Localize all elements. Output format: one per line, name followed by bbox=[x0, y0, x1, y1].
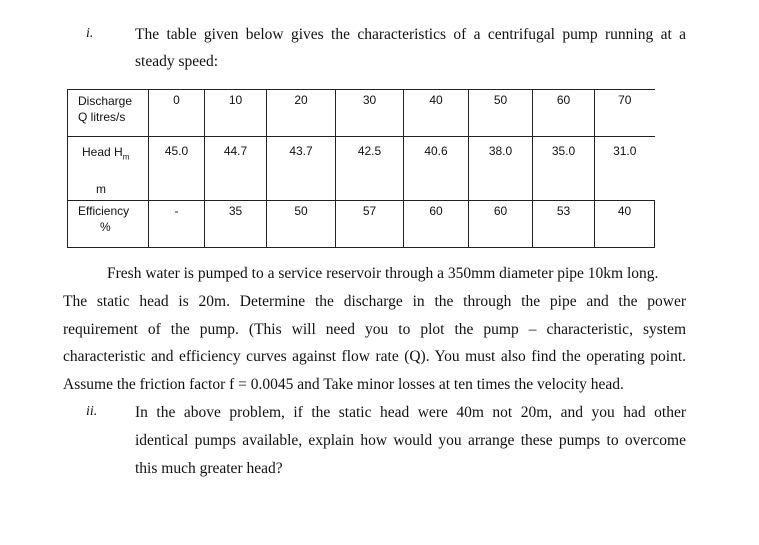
table-cell: 53 bbox=[533, 201, 595, 248]
table-cell: 60 bbox=[533, 90, 595, 137]
question-number-i: i. bbox=[86, 26, 94, 41]
body-line-5: Assume the friction factor f = 0.0045 and Take minor losses at ten times the velocity head. bbox=[63, 376, 624, 393]
table-cell: 35.0 bbox=[533, 137, 595, 201]
body-line-3: requirement of the pump. (This will need you to plot the pump – characteristic, system bbox=[63, 321, 686, 338]
label-head-subscript: m bbox=[122, 152, 130, 162]
table-cell: 50 bbox=[267, 201, 336, 248]
question-ii-line-3: this much greater head? bbox=[135, 460, 283, 477]
label-efficiency-line1: Efficiency bbox=[78, 204, 130, 218]
table-cell: 60 bbox=[404, 201, 469, 248]
table-cell: - bbox=[149, 201, 205, 248]
table-cell: 40 bbox=[595, 201, 655, 248]
label-head-text: Head H bbox=[82, 145, 123, 159]
table-row-head bbox=[68, 137, 655, 201]
table-cell: 50 bbox=[469, 90, 533, 137]
label-efficiency-line2: % bbox=[100, 220, 111, 234]
table-cell: 43.7 bbox=[267, 137, 336, 201]
table-cell: 70 bbox=[595, 90, 655, 137]
body-line-2: The static head is 20m. Determine the discharge in the through the pipe and the power bbox=[63, 293, 686, 310]
row-label-head bbox=[68, 137, 149, 201]
table-cell: 31.0 bbox=[595, 137, 655, 201]
question-ii-line-2: identical pumps available, explain how would you arrange these pumps to overcome bbox=[135, 432, 686, 449]
table-cell: 20 bbox=[267, 90, 336, 137]
question-intro-line-1: The table given below gives the characteristics of a centrifugal pump running at a bbox=[135, 26, 686, 43]
table-cell: 35 bbox=[205, 201, 267, 248]
table-cell: 38.0 bbox=[469, 137, 533, 201]
label-head-unit: m bbox=[96, 182, 106, 197]
question-intro-line-2: steady speed: bbox=[135, 53, 219, 70]
table-cell: 44.7 bbox=[205, 137, 267, 201]
row-label-discharge bbox=[68, 90, 149, 137]
table-cell: 42.5 bbox=[336, 137, 404, 201]
label-discharge-line1: Discharge bbox=[78, 94, 133, 108]
table-cell: 10 bbox=[205, 90, 267, 137]
body-line-4: characteristic and efficiency curves against flow rate (Q). You must also find the operating point. bbox=[63, 348, 686, 365]
table-cell: 40 bbox=[404, 90, 469, 137]
table-cell: 45.0 bbox=[149, 137, 205, 201]
body-line-1: Fresh water is pumped to a service reservoir through a 350mm diameter pipe 10km long. bbox=[107, 265, 659, 282]
pump-characteristics-table bbox=[67, 89, 655, 248]
question-number-ii: ii. bbox=[86, 404, 98, 419]
table-cell: 60 bbox=[469, 201, 533, 248]
table-row-discharge bbox=[68, 90, 655, 137]
row-label-efficiency bbox=[68, 201, 149, 248]
table-cell: 30 bbox=[336, 90, 404, 137]
table-row-efficiency bbox=[68, 201, 655, 248]
table-cell: 40.6 bbox=[404, 137, 469, 201]
table-cell: 0 bbox=[149, 90, 205, 137]
label-discharge-line2: Q litres/s bbox=[78, 110, 126, 124]
question-ii-line-1: In the above problem, if the static head were 40m not 20m, and you had other bbox=[135, 404, 686, 421]
table-cell: 57 bbox=[336, 201, 404, 248]
